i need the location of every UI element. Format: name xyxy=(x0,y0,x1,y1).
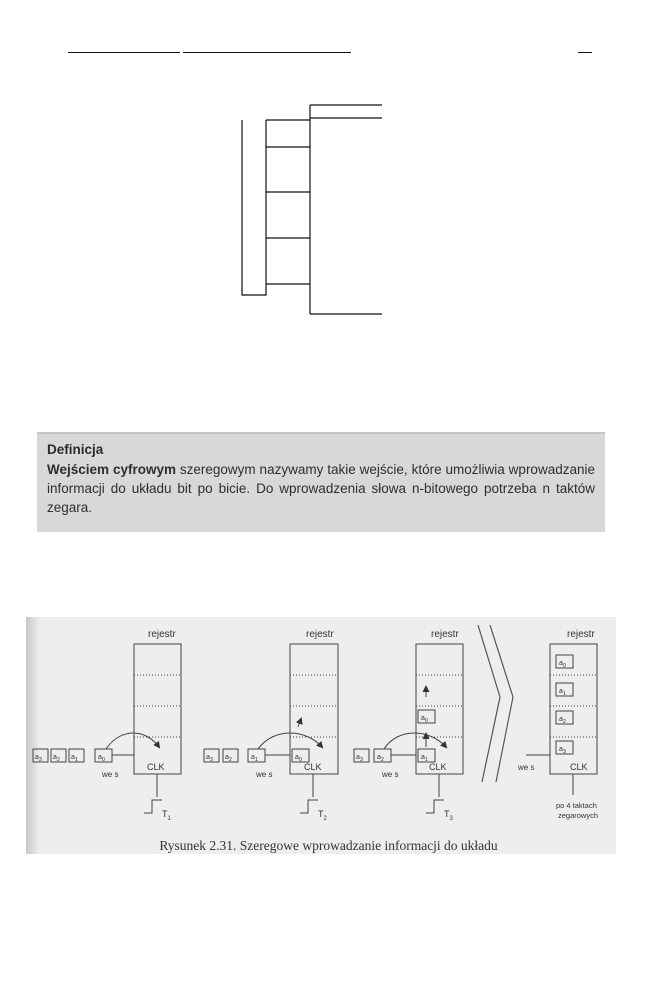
figure-caption: Rysunek 2.31. Szeregowe wprowadzanie informacji do układu xyxy=(159,838,498,853)
stage-1-input-label: we s xyxy=(102,770,119,779)
stage-1 xyxy=(33,629,181,822)
header-rule-middle xyxy=(183,52,351,53)
stage-3-bit-a2-label: $a_2$ xyxy=(377,754,384,763)
final-after-label-1: po 4 taktach xyxy=(556,801,597,810)
stage-1-register-label: rejestr xyxy=(148,629,176,640)
stage-3-clock-label: $T_3$ xyxy=(444,809,453,822)
final-clk: CLK xyxy=(570,762,588,772)
stage-2-bit-a1-label: $a_1$ xyxy=(251,754,258,763)
stage-2 xyxy=(204,629,338,822)
stage-2-bit-a0-label: $a_0$ xyxy=(295,754,302,763)
stage-3 xyxy=(354,629,463,822)
stage-1-bit-a0-label: $a_0$ xyxy=(98,754,105,763)
time-break-zigzag xyxy=(478,625,513,782)
final-after-label-2: zegarowych xyxy=(558,811,599,820)
bracket-diagram xyxy=(230,100,390,325)
definition-title: Definicja xyxy=(47,442,104,457)
final-stage xyxy=(517,629,598,820)
stage-3-clk: CLK xyxy=(429,762,447,772)
stage-1-clock-label: $T_1$ xyxy=(162,809,171,822)
final-bit-a0-label: $a_0$ xyxy=(559,660,566,669)
stage-3-input-label: we s xyxy=(382,770,399,779)
final-bit-a3-label: $a_3$ xyxy=(559,746,566,755)
stage-3-register-label: rejestr xyxy=(431,629,459,640)
definition-body xyxy=(47,460,595,517)
stage-2-bit-a2-label: $a_2$ xyxy=(225,754,232,763)
stage-2-bit-a3-label: $a_3$ xyxy=(206,754,213,763)
definition-box xyxy=(37,432,605,532)
header-rule-right xyxy=(578,52,592,53)
final-input-label: we s xyxy=(518,763,535,772)
stage-3-bit-a1-label: $a_1$ xyxy=(421,754,428,763)
final-bit-a1-label: $a_1$ xyxy=(559,688,566,697)
stage-1-clk: CLK xyxy=(147,762,165,772)
stage-2-register-label: rejestr xyxy=(306,629,334,640)
header-rule-left xyxy=(68,52,180,53)
stage-1-bit-a3-label: $a_3$ xyxy=(35,754,42,763)
stage-1-bit-a1-label: $a_1$ xyxy=(71,754,78,763)
definition-term: Wejściem cyfrowym xyxy=(47,462,176,477)
stage-1-bit-a2-label: $a_2$ xyxy=(53,754,60,763)
stage-2-clock-label: $T_2$ xyxy=(318,809,327,822)
stage-3-bit-a0-label: $a_0$ xyxy=(421,715,428,724)
final-register-label: rejestr xyxy=(567,629,595,640)
stage-1-register xyxy=(134,644,181,774)
definition-text: szeregowym nazywamy takie wejście, które umożliwia wprowadzanie informacji do układu bit po bicie. Do wprowadzenia słowa n-bitowego potrzeba n taktów zegara. xyxy=(47,462,595,515)
serial-input-figure xyxy=(26,617,616,832)
final-bit-a2-label: $a_2$ xyxy=(559,716,566,725)
stage-2-input-label: we s xyxy=(256,770,273,779)
stage-2-clk: CLK xyxy=(304,762,322,772)
stage-3-bit-a3-label: $a_3$ xyxy=(356,754,363,763)
